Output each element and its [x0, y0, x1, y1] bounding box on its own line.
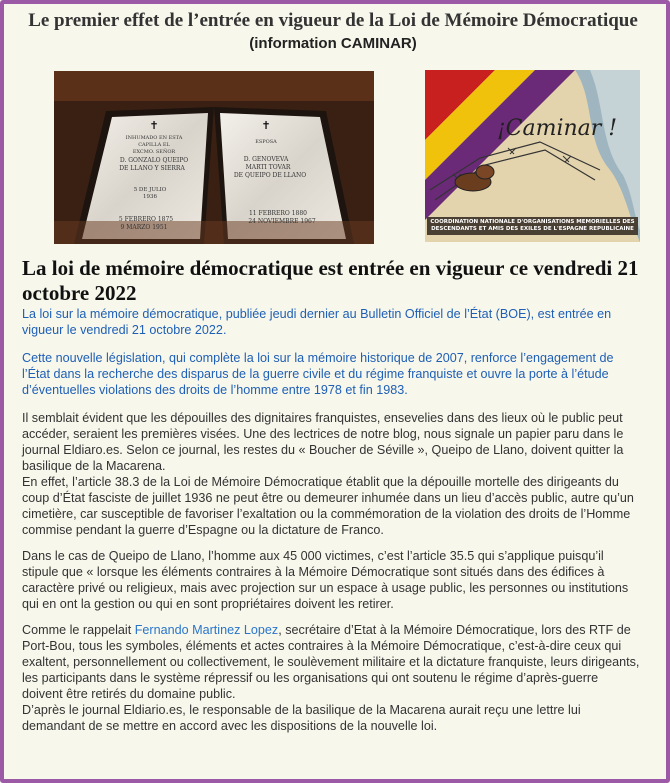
- paragraph-1: Il semblait évident que les dépouilles des dignitaires franquistes, ensevelies dans des lieux où le public peut accéder, seraient les premières visées. Une des lectrices de notre blog, nous signale un papier paru dans le journal Eldiaro.es. Selon ce journal, les restes du « Boucher de Séville », Queipo de Llano, doivent quitter la basilique de la Macarena.: [22, 411, 624, 473]
- tomb-right-line: 11 FEBRERO 1880: [248, 210, 308, 217]
- caminar-logo: [425, 70, 640, 242]
- paragraph-5: D’après le journal Eldiario.es, le responsable de la basilique de la Macarena aurait reçu une lettre lui demandant de se mettre en accord avec les dispositions de la nouvelle loi.: [22, 703, 581, 733]
- header-subtitle: (information CAMINAR): [249, 35, 417, 52]
- paragraph-3: Dans le cas de Queipo de Llano, l’homme aux 45 000 victimes, c’est l’article 35.5 qui s’applique puisqu’il stipule que « lorsque les éléments contraires à la Mémoire Démocratique sont situés dans des édifices à caractère privé ou religieux, mais avec projection sur un espace à usage public, les personnes ou institutions qui en ont la gestion ou qui en sont propriétaires doivent les retirer.: [22, 549, 629, 611]
- page-header: [12, 10, 654, 55]
- svg-text:✝: ✝: [261, 119, 271, 132]
- tomb-left-line: D. GONZALO QUEIPO: [119, 157, 189, 164]
- article: [22, 256, 642, 734]
- paragraph-4: [22, 622, 642, 702]
- fernando-martinez-link[interactable]: Fernando Martinez Lopez: [134, 623, 279, 637]
- logo-caption: COORDINATION NATIONALE D'ORGANISATIONS MEMORIELLES DES DESCENDANTS ET AMIS DES EXILES DE L'ESPAGNE REPUBLICAINE: [427, 217, 638, 235]
- tomb-right-line: D. GENOVEVA: [243, 156, 289, 163]
- tomb-illustration: [54, 71, 374, 244]
- tomb-left-line: DE LLANO Y SIERRA: [119, 165, 185, 172]
- logo-word: ¡Caminar !: [496, 116, 618, 141]
- svg-text:✝: ✝: [149, 119, 159, 132]
- paragraph-4-end: , secrétaire d’Etat à la Mémoire Démocratique, lors des RTF de Port-Bou, tous les symboles, éléments et actes contraires à la Mémoire Démocratique, c’est-à-dire ceux qui exaltent, personnellement ou collectivement, le soulèvement militaire et la dictature franquiste, leurs dirigeants, les participants dans le système répressif ou les organisations qui ont soutenu le régime d’après-guerre doivent être retirés du domaine public.: [22, 623, 640, 701]
- tomb-right-line: DE QUEIPO DE LLANO: [233, 172, 307, 179]
- tomb-right-line: MARTI TOVAR: [245, 164, 291, 171]
- tomb-left-line: 5 DE JULIO: [133, 187, 167, 193]
- tomb-left-line: 1936: [143, 194, 157, 200]
- tomb-left-line: EXCMO. SEÑOR: [132, 149, 176, 155]
- article-title: La loi de mémoire démocratique est entrée en vigueur ce vendredi 21 octobre 2022: [22, 256, 639, 305]
- paragraph-2: En effet, l’article 38.3 de la Loi de Mémoire Démocratique établit que la dépouille mortelle des dirigeants du coup d’État fasciste de juillet 1936 ne peut être ou demeurer inhumée dans un lieu d’accès public, autre qu’un cimetière, car susceptible de favoriser l’exaltation ou la commémoration de la violation des droits de l’Homme commise pendant la guerre d’Espagne ou la dictature de Franco.: [22, 475, 634, 537]
- tomb-left-line: 5 FEBRERO 1875: [118, 216, 174, 223]
- header-title: Le premier effet de l’entrée en vigueur de la Loi de Mémoire Démocratique: [28, 10, 638, 31]
- tomb-photo: [54, 71, 374, 244]
- tomb-left-line: INHUMADO EN ESTA: [125, 135, 183, 141]
- tomb-left-line: 9 MARZO 1951: [120, 224, 168, 231]
- paragraph-4-start: Comme le rappelait: [22, 623, 135, 637]
- tomb-left-line: CAPILLA EL: [138, 142, 170, 148]
- tomb-right-line: ESPOSA: [255, 139, 277, 145]
- intro-paragraph-1: La loi sur la mémoire démocratique, publiée jeudi dernier au Bulletin Officiel de l’État (BOE), est entrée en vigueur le vendredi 21 octobre 2022.: [22, 307, 612, 337]
- tomb-right-line: 24 NOVIEMBRE 1967: [248, 218, 316, 225]
- intro-paragraph-2: Cette nouvelle législation, qui complète la loi sur la mémoire historique de 2007, renforce l’engagement de l’État dans la recherche des disparus de la guerre civile et du régime franquiste et ouvre la porte à l’étude d’éventuelles violations des droits de l’homme entre 1978 et fin 1983.: [22, 351, 614, 397]
